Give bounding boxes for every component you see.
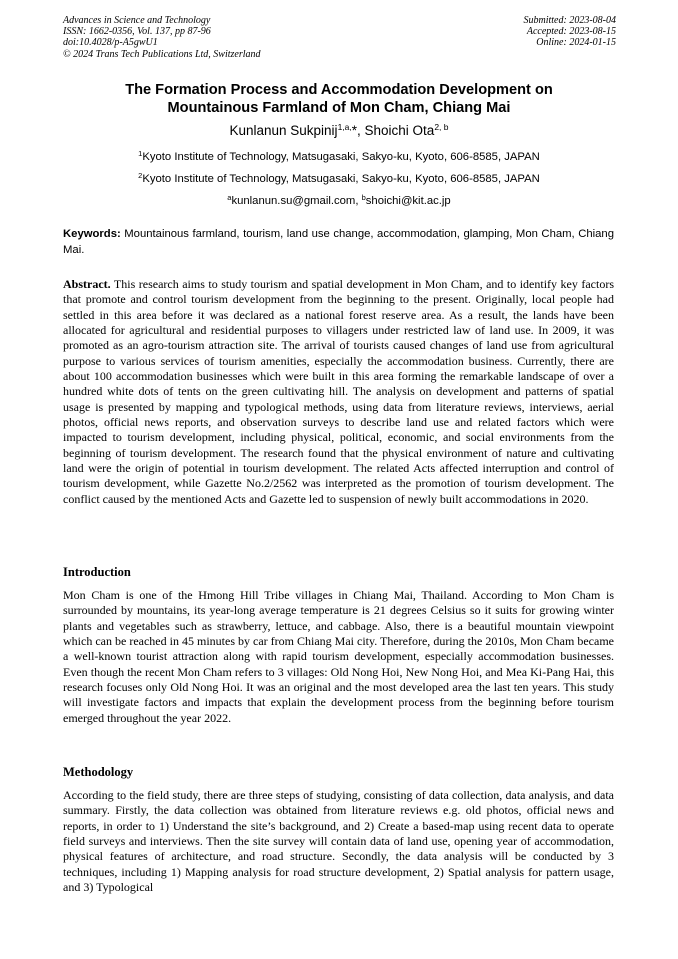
- introduction-heading: Introduction: [63, 565, 131, 579]
- abstract: [63, 277, 614, 507]
- doi: doi:10.4028/p-A5gwU1: [63, 37, 158, 49]
- author-2-name: Shoichi Ota: [364, 123, 435, 138]
- affiliation-2-number: 2: [138, 171, 143, 180]
- email-a-link[interactable]: kunlanun.su@gmail.com,: [231, 195, 362, 207]
- online-date: Online: 2024-01-15: [536, 37, 616, 49]
- title-line-1: The Formation Process and Accommodation Development on: [125, 82, 553, 98]
- author-1-affiliation-mark: 1,a,: [337, 122, 352, 132]
- journal-header-right: [524, 15, 617, 49]
- journal-header-left: [63, 15, 261, 60]
- email-b-link[interactable]: shoichi@kit.ac.jp: [365, 195, 451, 207]
- affiliation-2: [40, 172, 638, 186]
- copyright: © 2024 Trans Tech Publications Ltd, Switzerland: [63, 48, 261, 60]
- affiliation-1-number: 1: [138, 149, 143, 158]
- affiliation-1-text: Kyoto Institute of Technology, Matsugasaki, Sakyo-ku, Kyoto, 606-8585, JAPAN: [142, 151, 540, 163]
- author-emails: [40, 194, 638, 208]
- affiliation-2-text: Kyoto Institute of Technology, Matsugasaki, Sakyo-ku, Kyoto, 606-8585, JAPAN: [142, 173, 540, 185]
- corresponding-author-mark: *: [351, 123, 358, 138]
- affiliation-1: [40, 150, 638, 164]
- journal-name: Advances in Science and Technology: [63, 15, 211, 26]
- accepted-date: Accepted: 2023-08-15: [526, 26, 616, 38]
- author-list: [40, 122, 638, 139]
- introduction-paragraph: Mon Cham is one of the Hmong Hill Tribe villages in Chiang Mai, Thailand. According to Mon Cham is surrounded by mountains, its year-long average temperature is 21 degrees Celsius so it suits for growing winter plants and vegetables such as strawberry, lettuce, and cabbage. Also, there is a beautiful mountain viewpoint which can be reached in 45 minutes by car from Chiang Mai city. Therefore, during the 2010s, Mon Cham became a well-known tourist attraction along with rapid tourism development, especially accommodation businesses. Even though the recent Mon Cham refers to 3 villages: Old Nong Hoi, New Nong Hoi, and Mea Ki-Pang Hai, this research focuses only Old Nong Hoi. It was an original and the most developed area the last ten years. This study will investigate factors and impacts that explain the development process from the beginning before tourism emerged throughout the year 2022.: [63, 588, 614, 725]
- keywords: [63, 227, 614, 259]
- abstract-label: Abstract.: [63, 277, 111, 291]
- abstract-text: This research aims to study tourism and spatial development in Mon Cham, and to identify key factors that promote and control tourism development from the beginning to the present. Originally, local people had settled in this area before it was declared as a national forest reserve area. As a result, the lands have been allocated for agricultural and residential purposes to villagers under restricted law of land use. In 2009, it was promoted as an agro-tourism attraction site. The arrival of tourists caused changes of land use from agricultural purpose to various services of tourism amenities, especially the accommodation business. Currently, there are about 100 accommodation businesses which were built in this area forming the remarkable landscape of over a hundred white dots of tents on the green cultivating hill. The analysis on development and patterns of spatial usage is presented by mapping and typological methods, using data from literature reviews, interviews, aerial photos, official news reports, and observation surveys to describe land use and related factors which were impacted to tourism development, including physical, political, economic, and social environments from the beginning of tourism development. The research found that the physical environment of nature and cultivating land were the origin of potential in tourism development. The related Acts affected interruption and control of tourism development, while Gazette No.2/2562 was interpreted as the promotion of tourism development. The conflict caused by the mentioned Acts and Gazette led to suspension of newly built accommodations in 2020.: [63, 277, 614, 506]
- methodology-heading: Methodology: [63, 765, 134, 779]
- author-2-affiliation-mark: 2, b: [434, 122, 449, 132]
- issn-volume: ISSN: 1662-0356, Vol. 137, pp 87-96: [63, 26, 211, 38]
- keywords-label: Keywords:: [63, 228, 121, 240]
- email-b-mark: b: [361, 193, 366, 202]
- submitted-date: Submitted: 2023-08-04: [523, 15, 616, 26]
- keywords-text: Mountainous farmland, tourism, land use change, accommodation, glamping, Mon Cham, Chiang Mai.: [63, 228, 614, 256]
- paper-title: [40, 81, 638, 117]
- author-separator: ,: [357, 123, 365, 138]
- title-line-2: Mountainous Farmland of Mon Cham, Chiang Mai: [167, 100, 511, 116]
- methodology-paragraph: According to the field study, there are three steps of studying, consisting of data collection, data analysis, and data summary. Firstly, the data collection was obtained from literature reviews e.g. old photos, official news and reports, in order to 1) Understand the site’s background, and 2) Create a based-map using recent data to operate field surveys and interviews. Then the site survey will contain data of land use, opening year of accommodation, physical features of architecture, and road structure. Secondly, the data analysis will be conducted by 3 techniques, including 1) Mapping analysis for road structure development, 2) Spatial analysis for pattern usage, and 3) Typological: [63, 788, 614, 895]
- author-1-name: Kunlanun Sukpinij: [229, 123, 338, 138]
- email-a-mark: a: [227, 193, 232, 202]
